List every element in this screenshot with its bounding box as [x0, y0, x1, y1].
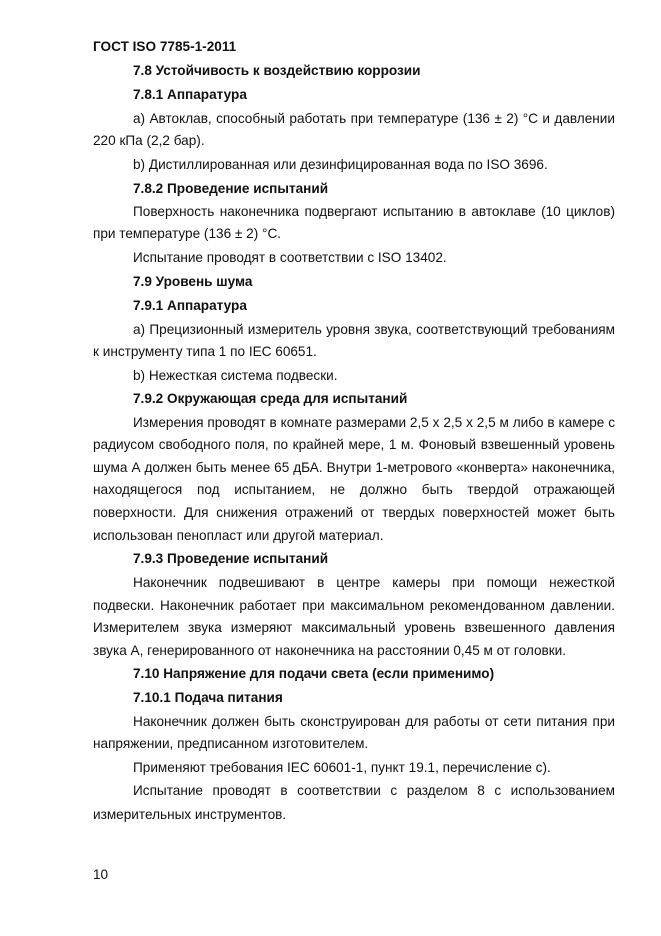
section-heading: 7.10 Напряжение для подачи света (если применимо): [133, 666, 495, 681]
text-line: к инструменту типа 1 по IEC 60651.: [93, 344, 317, 359]
text-line: Измерения проводят в комнате размерами 2,5 x 2,5 x 2,5 м либо в камере с: [133, 415, 615, 430]
section-heading: 7.9.3 Проведение испытаний: [133, 551, 329, 566]
text-line: использован пенопласт или другой материал.: [93, 528, 384, 543]
text-line: Наконечник должен быть сконструирован для работы от сети питания при: [133, 714, 615, 729]
text-line: радиусом свободного поля, по крайней мере, 1 м. Фоновый взвешенный уровень: [93, 437, 615, 452]
text-line: b) Дистиллированная или дезинфицированная вода по ISO 3696.: [133, 157, 548, 172]
text-line: a) Прецизионный измеритель уровня звука, соответствующий требованиям: [133, 322, 615, 337]
text-line: Испытание проводят в соответствии с ISO 13402.: [133, 250, 447, 265]
text-line: звука А, генерированного от наконечника на расстоянии 0,45 м от головки.: [93, 643, 567, 658]
page-number: 10: [93, 867, 109, 882]
section-heading: 7.10.1 Подача питания: [133, 690, 283, 705]
text-line: Испытание проводят в соответствии с разделом 8 с использованием: [133, 783, 615, 798]
text-line: 220 кПа (2,2 бар).: [93, 133, 205, 148]
text-line: при температуре (136 ± 2) °C.: [93, 226, 282, 241]
text-line: шума А должен быть менее 65 дБА. Внутри 1-метрового «конверта» наконечника,: [93, 460, 615, 475]
document-header: ГОСТ ISO 7785-1-2011: [93, 39, 237, 54]
text-line: a) Автоклав, способный работать при температуре (136 ± 2) °C и давлении: [133, 111, 615, 126]
section-heading: 7.8.1 Аппаратура: [133, 87, 247, 102]
section-heading: 7.8 Устойчивость к воздействию коррозии: [133, 63, 421, 78]
text-line: напряжении, предписанном изготовителем.: [93, 736, 369, 751]
section-heading: 7.9.1 Аппаратура: [133, 298, 247, 313]
text-line: Наконечник подвешивают в центре камеры при помощи нежесткой: [133, 575, 615, 590]
section-heading: 7.9 Уровень шума: [133, 274, 253, 289]
text-line: Поверхность наконечника подвергают испытанию в автоклаве (10 циклов): [133, 204, 615, 219]
text-line: измерительных инструментов.: [93, 807, 287, 822]
text-line: Измерителем звука измеряют максимальный уровень взвешенного давления: [93, 620, 615, 635]
text-line: подвески. Наконечник работает при максимальном рекомендованном давлении.: [93, 598, 615, 613]
text-line: b) Нежесткая система подвески.: [133, 368, 338, 383]
text-line: находящегося под испытанием, не должно быть твердой отражающей: [93, 482, 615, 497]
text-line: поверхности. Для снижения отражений от твердых поверхностей может быть: [93, 505, 615, 520]
section-heading: 7.8.2 Проведение испытаний: [133, 181, 329, 196]
text-line: Применяют требования IEC 60601-1, пункт 19.1, перечисление с).: [133, 760, 551, 775]
section-heading: 7.9.2 Окружающая среда для испытаний: [133, 391, 408, 406]
